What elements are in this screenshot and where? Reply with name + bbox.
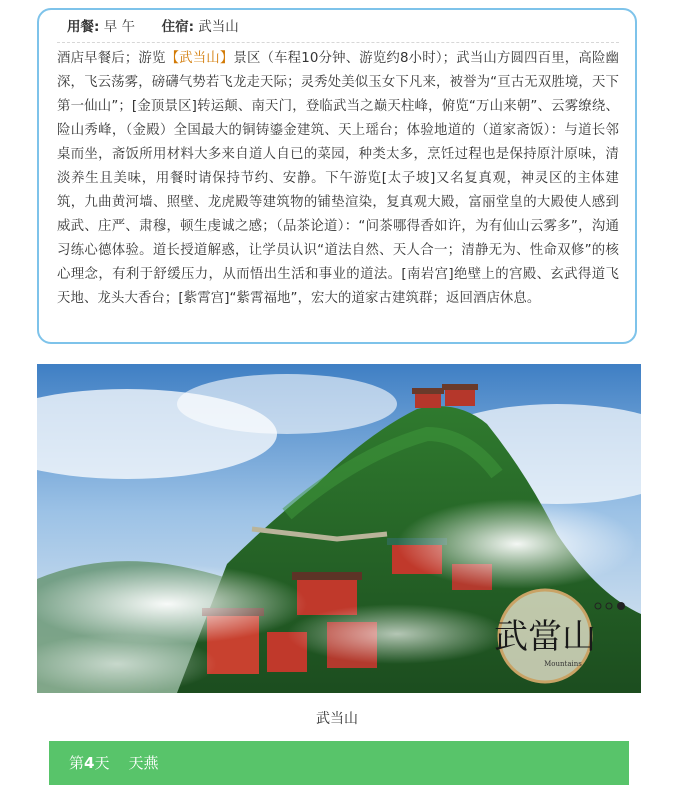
seal-text: 武當山 (494, 617, 596, 657)
itinerary-card (37, 8, 637, 344)
meal-label: 用餐: (67, 19, 100, 35)
seal-subtext: Mountains (544, 660, 582, 668)
meal-value: 早 午 (103, 19, 135, 35)
stay-value: 武当山 (198, 19, 239, 35)
day-destination: 天燕 (128, 754, 159, 772)
next-day-header[interactable] (49, 741, 629, 785)
desc-highlight: 【武当山】 (165, 51, 234, 66)
day-prefix: 第 (69, 754, 85, 772)
day-suffix: 天 (94, 754, 110, 772)
desc-intro: 酒店早餐后；游览 (57, 51, 166, 66)
desc-body: 景区（车程10分钟、游览约8小时）；武当山方圆四百里，高险幽深，飞云荡雾，磅礴气势若飞龙走天际；灵秀处美似玉女下凡来，被誉为“亘古无双胜境，天下第一仙山”；[金顶景区]转运颠、南天门，登临武当之巅天柱峰，俯览“万山来朝”、云雾缭绕、险山秀峰，（金殿）全国最大的铜铸鎏金建筑、天上瑶台；体验地道的（道家斋饭）：与道长邻桌而坐，斋饭所用材料大多来自道人自已的菜园，种类太多，烹饪过程也是保持原汁原味，清淡养生且美味，用餐时请保持节约、安静。下午游览[太子坡]又名复真观，神灵区的主体建筑，九曲黄河墙、照壁、龙虎殿等建筑物的铺垫渲染，复真观大殿，富丽堂皇的大殿使人感到威武、庄严、肃穆，顿生虔诚之感；（品茶论道）：“问茶哪得香如许，为有仙山云雾多”，沟通习练心德体验。道长授道解惑，让学员认识“道法自然、天人合一；清静无为、性命双修”的核心理念，有利于舒缓压力，从而悟出生活和事业的道法。[南岩宫]绝壁上的宫殿、玄武得道飞天地、龙头大香台；[紫霄宫]“紫霄福地”，宏大的道家古建筑群；返回酒店休息。 (57, 51, 619, 306)
mountain-illustration (37, 364, 641, 693)
itinerary-description (57, 47, 619, 311)
photo-caption: 武当山 (316, 711, 358, 727)
day-number: 4 (84, 754, 95, 772)
stay-label: 住宿: (161, 19, 194, 35)
meals-row (57, 16, 619, 43)
wudang-photo (37, 364, 641, 693)
